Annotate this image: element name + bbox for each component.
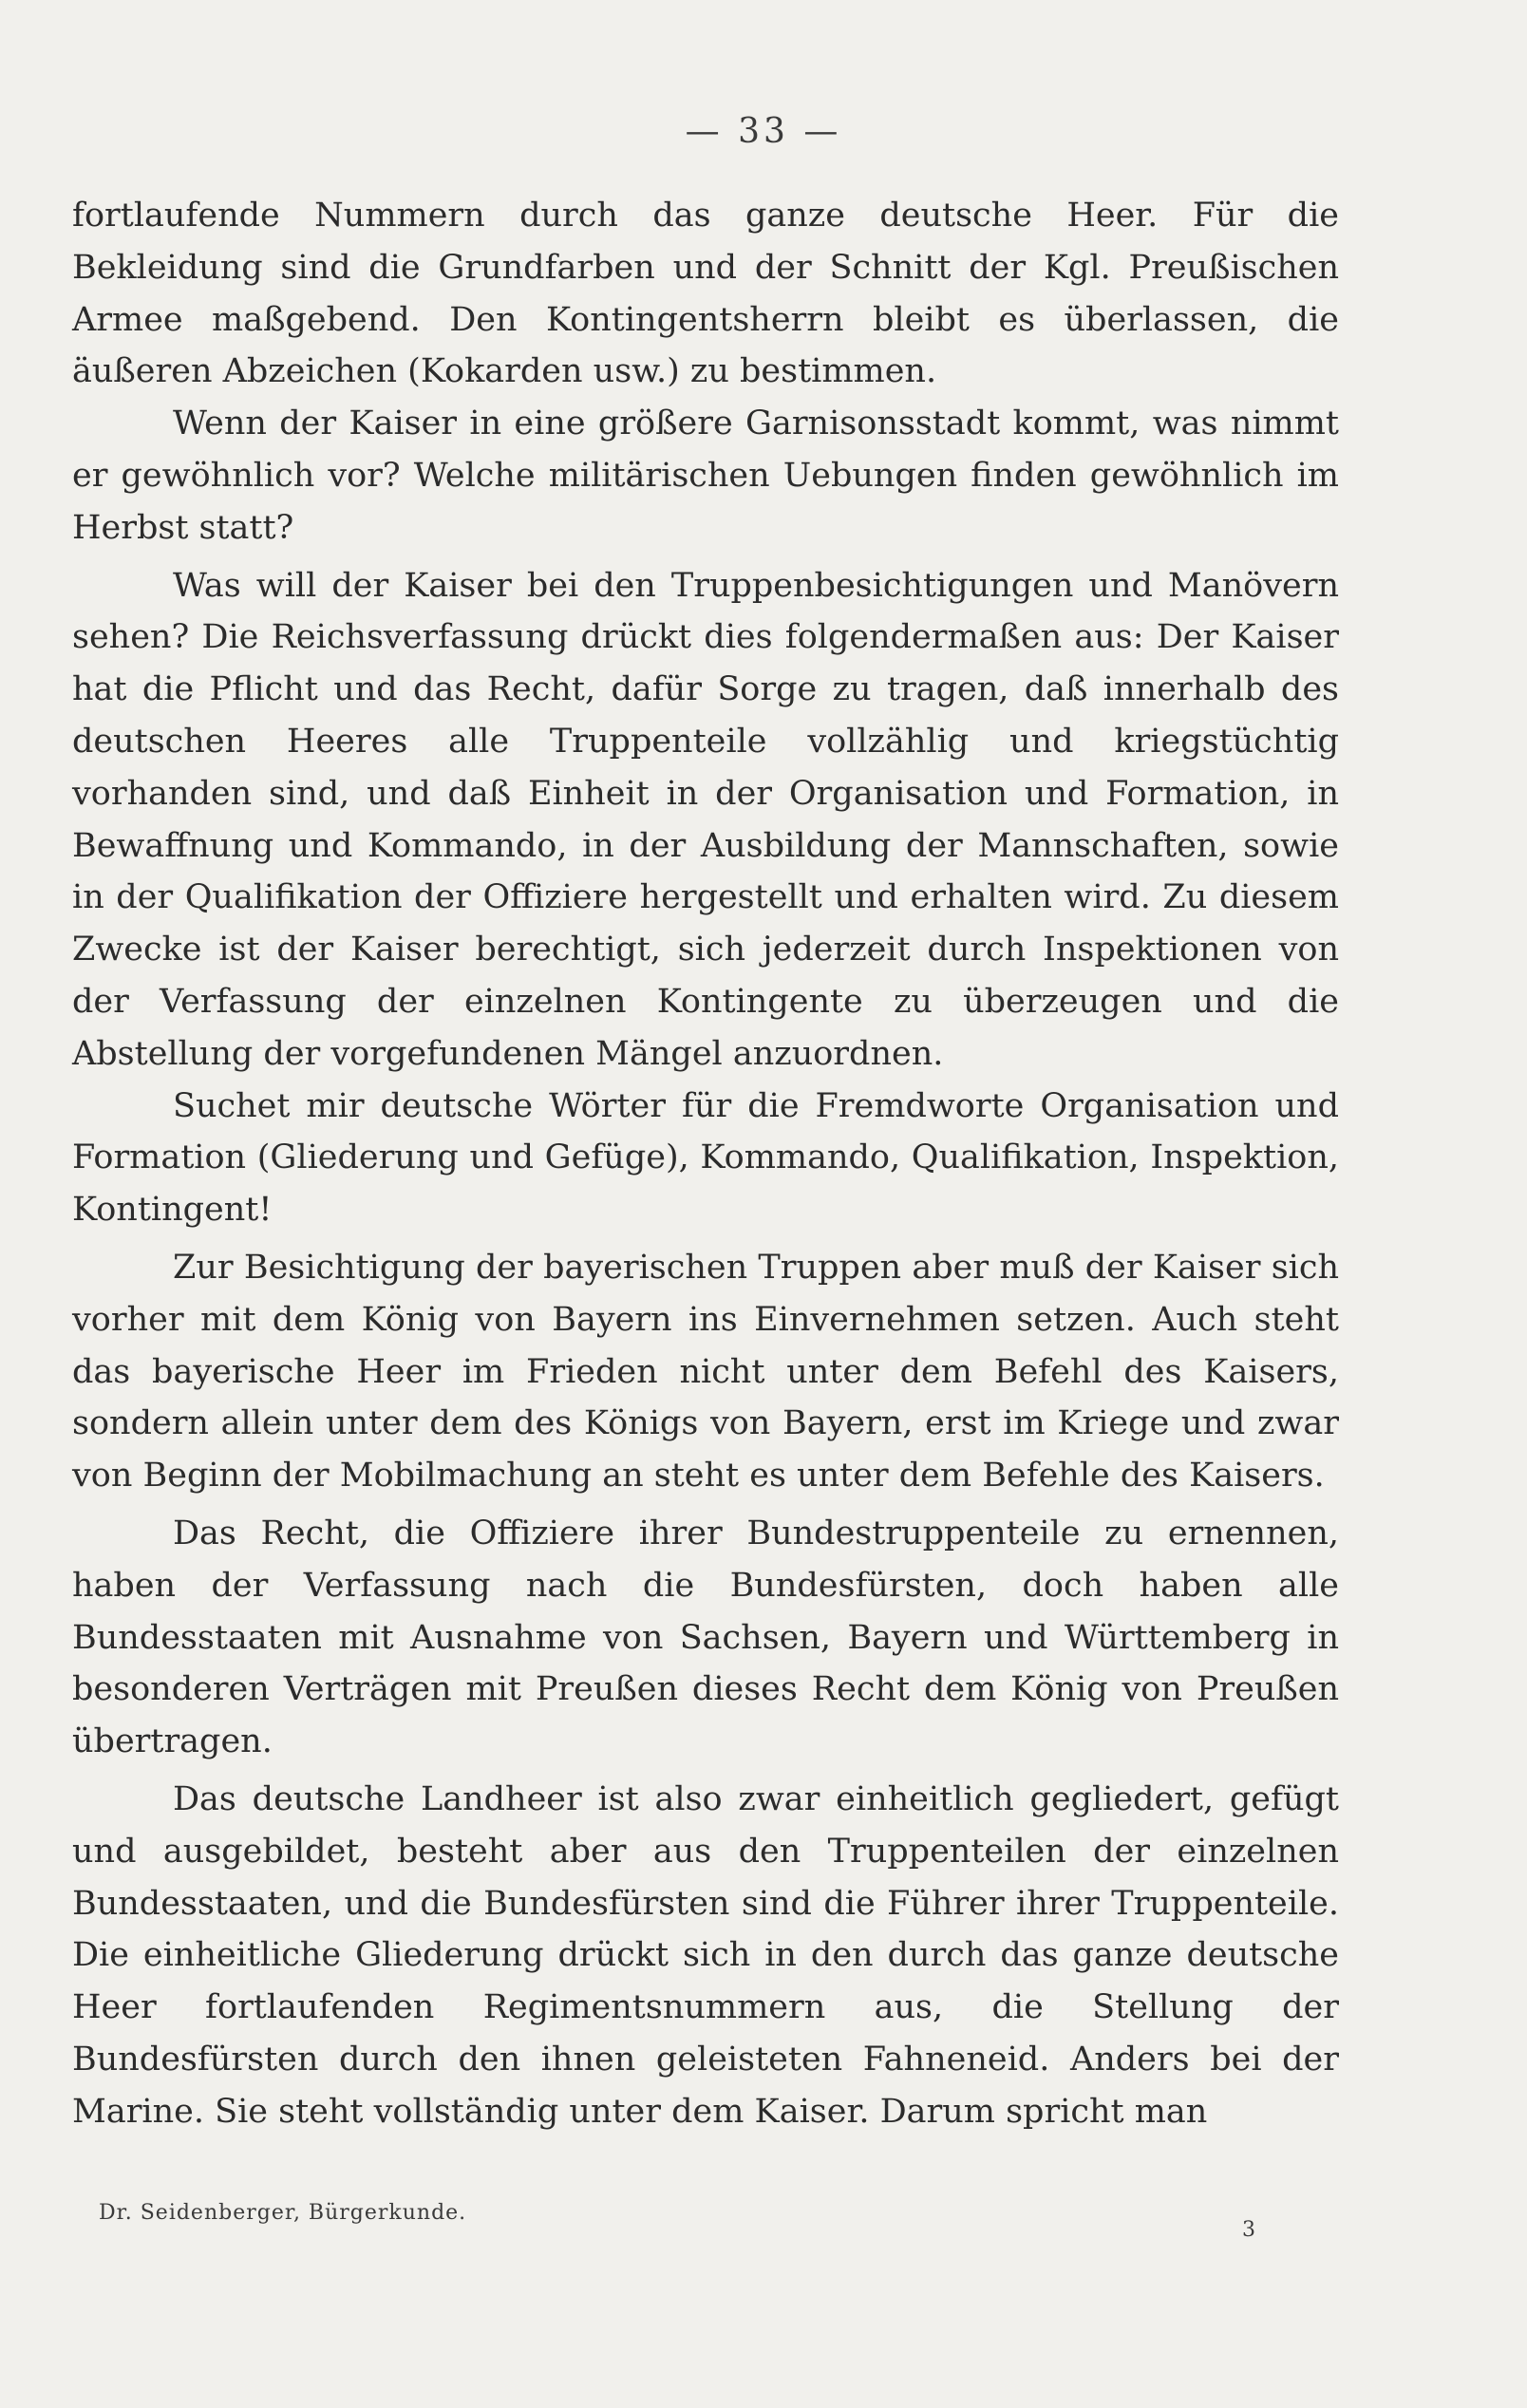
body-text — [72, 190, 1339, 2137]
page-number-header: — 33 — — [685, 112, 842, 151]
paragraph-5: Zur Besichtigung der bayerischen Truppen aber muß der Kaiser sich vorher mit dem König von Bayern ins Einvernehmen setzen. Auch steht das bayerische Heer im Frieden nicht unter dem Befehl des Kaisers, sondern allein unter dem des Königs von Bayern, erst im Kriege und zwar von Beginn der Mobilmachung an steht es unter dem Befehle des Kaisers. — [72, 1248, 1339, 1496]
paragraph-6: Das Recht, die Offiziere ihrer Bundestruppenteile zu ernennen, haben der Verfassung nach die Bundesfürsten, doch haben alle Bundesstaaten mit Ausnahme von Sachsen, Bayern und Württemberg in besonderen Verträgen mit Preußen dieses Recht dem König von Preußen übertragen. — [72, 1514, 1339, 1761]
paragraph-1: fortlaufende Nummern durch das ganze deutsche Heer. Für die Bekleidung sind die Grundfarben und der Schnitt der Kgl. Preußischen Armee maßgebend. Den Kontingentsherrn bleibt es überlassen, die äußeren Abzeichen (Kokarden usw.) zu bestimmen. — [72, 197, 1339, 391]
paragraph-4: Suchet mir deutsche Wörter für die Fremdworte Organisation und Formation (Gliederung und Gefüge), Kommando, Qualifikation, Inspektion, Kontingent! — [72, 1086, 1339, 1230]
footer-citation: Dr. Seidenberger, Bürgerkunde. — [99, 2201, 467, 2225]
paragraph-3: Was will der Kaiser bei den Truppenbesichtigungen und Manövern sehen? Die Reichsverfassung drückt dies folgendermaßen aus: Der Kaiser hat die Pflicht und das Recht, dafür Sorge zu tragen, daß innerhalb des deutschen Heeres alle Truppenteile vollzählig und kriegstüchtig vorhanden sind, und daß Einheit in der Organisation und Formation, in Bewaffnung und Kommando, in der Ausbildung der Mannschaften, sowie in der Qualifikation der Offiziere hergestellt und erhalten wird. Zu diesem Zwecke ist der Kaiser berechtigt, sich jederzeit durch Inspektionen von der Verfassung der einzelnen Kontingente zu überzeugen und die Abstellung der vorgefundenen Mängel anzuordnen. — [72, 566, 1339, 1073]
signature-mark: 3 — [1242, 2218, 1255, 2242]
paragraph-7: Das deutsche Landheer ist also zwar einheitlich gegliedert, gefügt und ausgebildet, besteht aber aus den Truppenteilen der einzelnen Bundesstaaten, und die Bundesfürsten sind die Führer ihrer Truppenteile. Die einheitliche Gliederung drückt sich in den durch das ganze deutsche Heer fortlaufenden Regimentsnummern aus, die Stellung der Bundesfürsten durch den ihnen geleisteten Fahneneid. Anders bei der Marine. Sie steht vollständig unter dem Kaiser. Darum spricht man — [72, 1779, 1339, 2131]
paragraph-2: Wenn der Kaiser in eine größere Garnisonsstadt kommt, was nimmt er gewöhnlich vor? Welche militärischen Uebungen finden gewöhnlich im Herbst statt? — [72, 404, 1339, 547]
